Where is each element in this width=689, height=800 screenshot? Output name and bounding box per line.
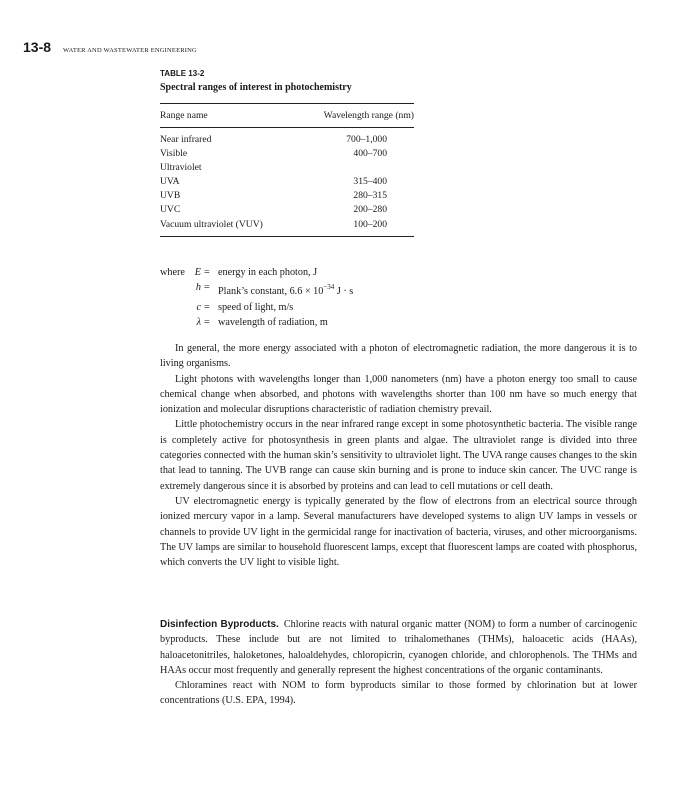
spectral-ranges-table (160, 103, 414, 237)
range-name-cell: Ultraviolet (160, 162, 202, 174)
wavelength-cell: 400–700 (353, 148, 387, 160)
table-row (160, 189, 414, 203)
body-paragraph: Light photons with wavelengths longer than 1,000 nanometers (nm) have a photon energy too small to cause chemical change when absorbed, and photons with wavelengths shorter than 100 nm have so much energy that ionization and molecular disruptions characteristic of radiation chemistry prevail. (160, 373, 637, 416)
wavelength-cell: 280–315 (353, 190, 387, 202)
equals-sign: = (204, 282, 210, 294)
range-name-cell: Vacuum ultraviolet (VUV) (160, 218, 263, 230)
column-header-wavelength: Wavelength range (nm) (323, 110, 414, 121)
section-paragraph (160, 617, 637, 678)
wavelength-cell: 700–1,000 (346, 134, 387, 145)
variable-symbol: c (196, 301, 201, 313)
variable-definition: wavelength of radiation, m (218, 316, 328, 328)
range-name-cell: Visible (160, 148, 188, 160)
table-row (160, 161, 414, 175)
definition-text: Plank’s constant, 6.6 × 10 (218, 286, 324, 298)
variable-definition: energy in each photon, J (218, 267, 318, 278)
variable-symbol: E (194, 267, 201, 278)
table-row (160, 218, 414, 237)
table-header-row (160, 104, 414, 128)
variable-symbol: λ (196, 316, 201, 328)
column-header-range-name: Range name (160, 110, 208, 121)
table-caption: Spectral ranges of interest in photochemistry (160, 82, 352, 93)
page-number: 13-8 (23, 39, 52, 55)
spectral-ranges-table-block (160, 68, 414, 237)
definition-row (160, 315, 353, 330)
table-row (160, 175, 414, 189)
equals-sign: = (204, 316, 210, 328)
body-paragraph: Chloramines react with NOM to form byproducts similar to those formed by chlorination but at lower concentrations (U.S. EPA, 1994). (160, 680, 637, 707)
range-name-cell: UVA (160, 176, 180, 188)
variable-definition: speed of light, m/s (218, 301, 294, 313)
disinfection-byproducts-section (160, 617, 637, 709)
page-header (23, 39, 197, 55)
variable-symbol: h (195, 282, 201, 294)
section-paragraph-text: Chlorine reacts with natural organic matter (NOM) to form a number of carcinogenic byproducts. These include but are not limited to trihalomethanes (THMs), haloacetic acids (HAAs), haloacetonitriles, haloketones, haloaldehydes, chloropicrin, cyanogen chloride, and chlorophenols. The THMs and HAAs occur most frequently and generally represent the highest concentrations of the organic contaminants. (160, 619, 637, 676)
definition-row (160, 300, 353, 315)
wavelength-cell: 200–280 (353, 204, 387, 216)
body-paragraph: Little photochemistry occurs in the near infrared range except in some photosynthetic bacteria. The visible range is completely active for photosynthesis in green plants and algae. The ultraviolet range is divided into three categories connected with the human skin’s sensitivity to ultraviolet light. The UVA range causes changes to the skin that lead to tanning. The UVB range can cause skin burning and is prone to induce skin cancer. The UVC range is extremely dangerous since it is absorbed by proteins and can lead to cell mutations or cell death. (160, 419, 637, 492)
definition-row (160, 280, 353, 299)
equation-variable-definitions (160, 265, 353, 330)
table-row (160, 147, 414, 161)
photochemistry-body-text (160, 341, 637, 570)
exponent: −34 (323, 283, 335, 292)
body-paragraph: UV electromagnetic energy is typically generated by the flow of electrons from an electrical source through ionized mercury vapor in a lamp. Several manufacturers have developed systems to align UV lamps in vessels or channels to provide UV light in the germicidal range for inactivation of bacteria, viruses, and other microorganisms. The UV lamps are similar to household fluorescent lamps, except that fluorescent lamps are coated with phosphorus, which converts the UV light to visible light. (160, 495, 637, 569)
table-row (160, 128, 414, 148)
where-label: where (160, 267, 185, 278)
range-name-cell: Near infrared (160, 134, 212, 145)
body-paragraph: In general, the more energy associated with a photon of electromagnetic radiation, the more dangerous it is to living organisms. (160, 343, 637, 370)
equals-sign: = (204, 267, 210, 278)
definition-units: J · s (334, 286, 354, 298)
definition-row (160, 265, 353, 280)
range-name-cell: UVB (160, 190, 181, 202)
table-row (160, 203, 414, 217)
range-name-cell: UVC (160, 204, 181, 216)
wavelength-cell: 100–200 (353, 218, 387, 230)
running-title: WATER AND WASTEWATER ENGINEERING (63, 47, 197, 54)
equals-sign: = (204, 301, 210, 313)
table-label: TABLE 13-2 (160, 69, 205, 78)
wavelength-cell (295, 161, 414, 175)
variable-definition (218, 280, 353, 299)
section-heading: Disinfection Byproducts. (160, 619, 279, 630)
wavelength-cell: 315–400 (353, 176, 387, 188)
